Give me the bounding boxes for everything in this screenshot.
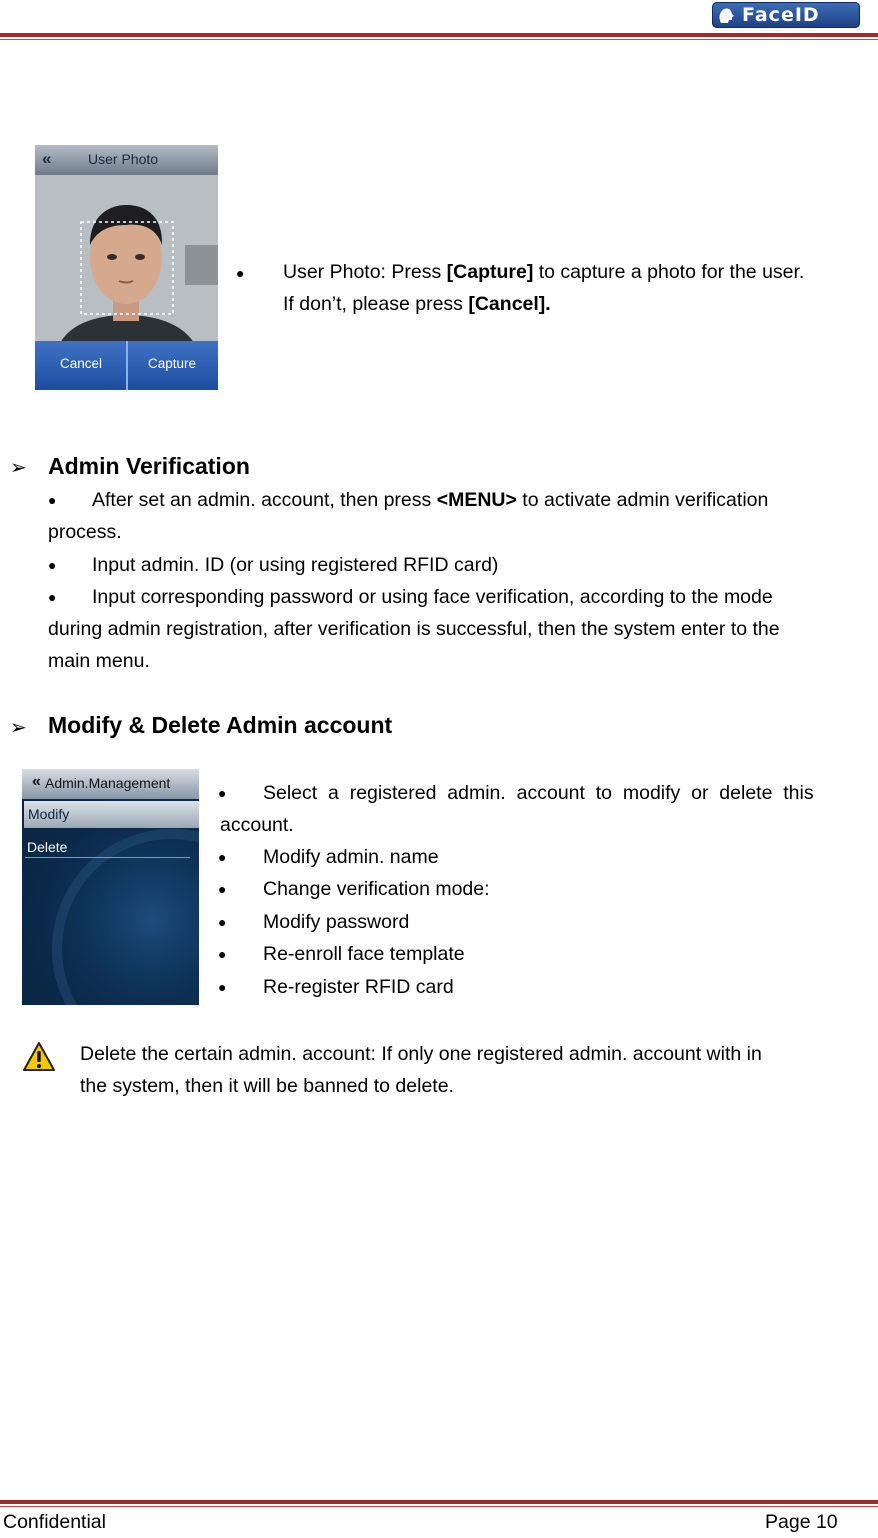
modify-item-5: Re-enroll face template: [263, 943, 465, 965]
modify-item-4: Modify password: [263, 911, 410, 933]
modify-item-1-cont: account.: [220, 814, 294, 836]
footer-confidential: Confidential: [3, 1511, 106, 1533]
warning-line-1: Delete the certain admin. account: If only one registered admin. account with in: [80, 1043, 762, 1065]
menu-item-delete[interactable]: Delete: [27, 839, 68, 855]
background-arc: [52, 829, 199, 1005]
warning-text: [80, 1038, 762, 1102]
menu-item-modify[interactable]: Modify: [24, 801, 199, 828]
user-photo-preview: [35, 175, 218, 358]
user-photo-title-bar: [35, 145, 218, 175]
verification-item-1: After set an admin. account, then press <MENU> to activate admin verification: [92, 489, 769, 511]
bullet: ●: [218, 785, 227, 801]
logo-text: FaceID: [742, 4, 820, 26]
bullet: ●: [48, 589, 57, 605]
header-rule-thick: [0, 33, 878, 37]
verification-item-3: Input corresponding password or using face verification, according to the mode: [92, 586, 773, 608]
section-arrow-icon: ➢: [10, 717, 27, 739]
verification-item-1-cont: process.: [48, 521, 122, 543]
screen-title: User Photo: [88, 151, 159, 167]
header-rule-thin: [0, 39, 878, 40]
button-divider: [126, 341, 128, 390]
bullet: ●: [218, 979, 227, 995]
user-photo-button-bar: [35, 341, 218, 390]
footer-rule-thin: [0, 1506, 878, 1507]
capture-button[interactable]: Capture: [148, 356, 197, 371]
screen-title: Admin.Management: [45, 775, 171, 791]
modify-item-3: Change verification mode:: [263, 878, 490, 900]
cancel-button[interactable]: Cancel: [60, 356, 103, 371]
description-line-1: User Photo: Press [Capture] to capture a photo for the user.: [283, 261, 805, 283]
back-icon[interactable]: «: [42, 149, 52, 168]
face-profile-icon: [716, 5, 736, 25]
page-number: Page 10: [765, 1511, 838, 1533]
user-photo-screenshot: [35, 145, 218, 390]
footer-rule-thick: [0, 1500, 878, 1504]
warning-line-2: the system, then it will be banned to delete.: [80, 1075, 454, 1097]
bullet: ●: [218, 946, 227, 962]
menu-divider: [25, 857, 190, 858]
modify-item-2: Modify admin. name: [263, 846, 439, 868]
verification-item-3-cont: during admin registration, after verification is successful, then the system enter to the: [48, 618, 780, 640]
modify-item-6: Re-register RFID card: [263, 976, 454, 998]
user-photo-description: [283, 256, 873, 320]
bullet: ●: [218, 914, 227, 930]
modify-delete-heading: Modify & Delete Admin account: [48, 712, 393, 738]
description-line-2: If don’t, please press [Cancel].: [283, 293, 551, 315]
bullet: ●: [48, 492, 57, 508]
bullet: ●: [48, 557, 57, 573]
admin-management-screenshot: [22, 769, 199, 1005]
bullet: ●: [218, 849, 227, 865]
verification-item-3-cont: main menu.: [48, 650, 150, 672]
modify-item-1: Select a registered admin. account to modify or delete this: [263, 782, 814, 804]
bullet: ●: [236, 265, 245, 281]
verification-item-2: Input admin. ID (or using registered RFID card): [92, 554, 499, 576]
bullet: ●: [218, 881, 227, 897]
faceid-logo: [712, 2, 860, 28]
admin-verification-heading: Admin Verification: [48, 453, 250, 479]
admin-title-bar: [22, 769, 199, 799]
section-arrow-icon: ➢: [10, 457, 27, 479]
back-icon[interactable]: «: [32, 773, 41, 790]
warning-icon: [22, 1041, 56, 1078]
